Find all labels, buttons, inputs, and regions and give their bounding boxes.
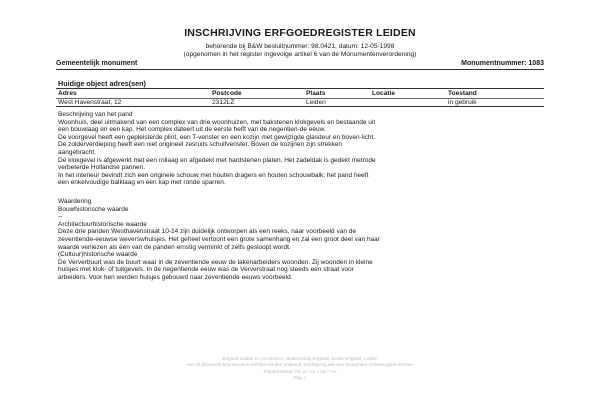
divider <box>56 88 544 89</box>
description-line: Woonhuis, deel uitmakend van een complex van drie woonhuizen, met bakstenen klokgevels en bestaande uit <box>58 118 376 126</box>
divider <box>56 69 544 70</box>
description-line: De zolderverdieping heeft een niet origineel zesruits schuifvenster. Boven de kozijnen zijn strekken <box>58 141 342 149</box>
valuation-line: -- <box>58 213 63 221</box>
register-note: (opgenomen in het register ingevolge artikel 6 van de Monumentenverordening) <box>183 51 417 58</box>
page-number: Pag. 1 <box>293 374 307 380</box>
description-line: aangebracht. <box>58 148 96 156</box>
description-line: De klokgevel is afgewerkt met een rollaag en afgedekt met hardstenen platen. Het zadeldak is gedekt metrode <box>58 156 376 164</box>
description-block <box>58 111 544 187</box>
postcode-value: 2312LZ <box>212 99 235 106</box>
footer-line: Papierformaat: A4, 21 cm x 29,7 cm <box>263 368 337 374</box>
valuation-line: Deze drie panden Westhavenstraat 10-14 zijn duidelijk ontworpen als een reeks, naar voorbeeld van de <box>58 228 356 236</box>
footer-line: Aan dit document kunnen geen rechten worden ontleend, inschrijving van een monument ontleent geen rechten. <box>185 362 415 368</box>
valuation-line: Architectuurhistorische waarde <box>58 220 147 228</box>
valuation-line: Bouwhistorische waarde <box>58 205 129 213</box>
footer-line: Erfgoed Leiden en Omstreken, Bouwkundig Erfgoed, Sectie Erfgoed, Leiden <box>222 356 378 361</box>
valuation-line: huisjes met klok- of tuitgevels. In de negentiende eeuw was de Ververstraat nog steeds een straat voor <box>58 266 354 274</box>
city-value: Leiden <box>306 99 326 106</box>
monument-number: Monumentnummer: 1083 <box>461 60 544 67</box>
column-header-city: Plaats <box>306 90 326 97</box>
monument-type: Gemeentelijk monument <box>56 60 138 67</box>
description-heading: Beschrijving van het pand <box>58 111 133 118</box>
valuation-line: arbeiders. Voor hen werden huisjes gebouwd naar zeventiende eeuws voorbeeld. <box>58 273 293 281</box>
address-value: West Havenstraat, 12 <box>58 99 122 106</box>
document-page <box>56 0 544 400</box>
column-header-location: Locatie <box>372 90 396 97</box>
divider <box>56 106 544 107</box>
description-line: verbeterde Hollandse pannen. <box>58 164 146 172</box>
column-header-postcode: Postcode <box>212 90 242 97</box>
description-line: een enkelvoudige balklaag en een kap met ronde sparren. <box>58 179 226 187</box>
address-section-heading: Huidige object adres(sen) <box>58 79 146 88</box>
valuation-block <box>58 198 544 282</box>
valuation-line: (Cultuur)historische waarde <box>58 251 138 259</box>
footer <box>56 356 544 381</box>
description-line: De voorgevel heeft een gepleisterde plint, een T-venster en een kozijn met gewijzigde glasdeur en boven-licht. <box>58 133 376 141</box>
column-header-address: Adres <box>58 90 77 97</box>
column-header-condition: Toestand <box>448 90 477 97</box>
description-line: een bouwlaag en een kap. Het complex dateert uit de eerste helft van de negentien-de eeuw. <box>58 126 326 134</box>
document-title: INSCHRIJVING ERFGOEDREGISTER LEIDEN <box>184 27 416 39</box>
valuation-line: De Ververbuurt was de buurt waar in de zeventiende eeuw de lakenarbeiders woonden. Zij woonden in kleine <box>58 258 373 266</box>
valuation-line: waarde verliezen als één van de panden ernstig verminkt of zelfs gesloopt wordt. <box>58 243 291 251</box>
valuation-heading: Waardering <box>58 198 92 205</box>
valuation-line: zeventiende-eeuwse weverswhuisjes. Het geheel vertoont een grote samenhang en zal een groot deel van haar <box>58 235 380 243</box>
decision-reference: behorende bij B&W besluitnummer: 98.0421, datum: 12-05-1998 <box>205 43 395 50</box>
description-line: In het interieur bevindt zich een originele schouw met houten dragers en houten schouwbalk; het pand heeft <box>58 171 369 179</box>
condition-value: in gebruik <box>448 99 477 106</box>
